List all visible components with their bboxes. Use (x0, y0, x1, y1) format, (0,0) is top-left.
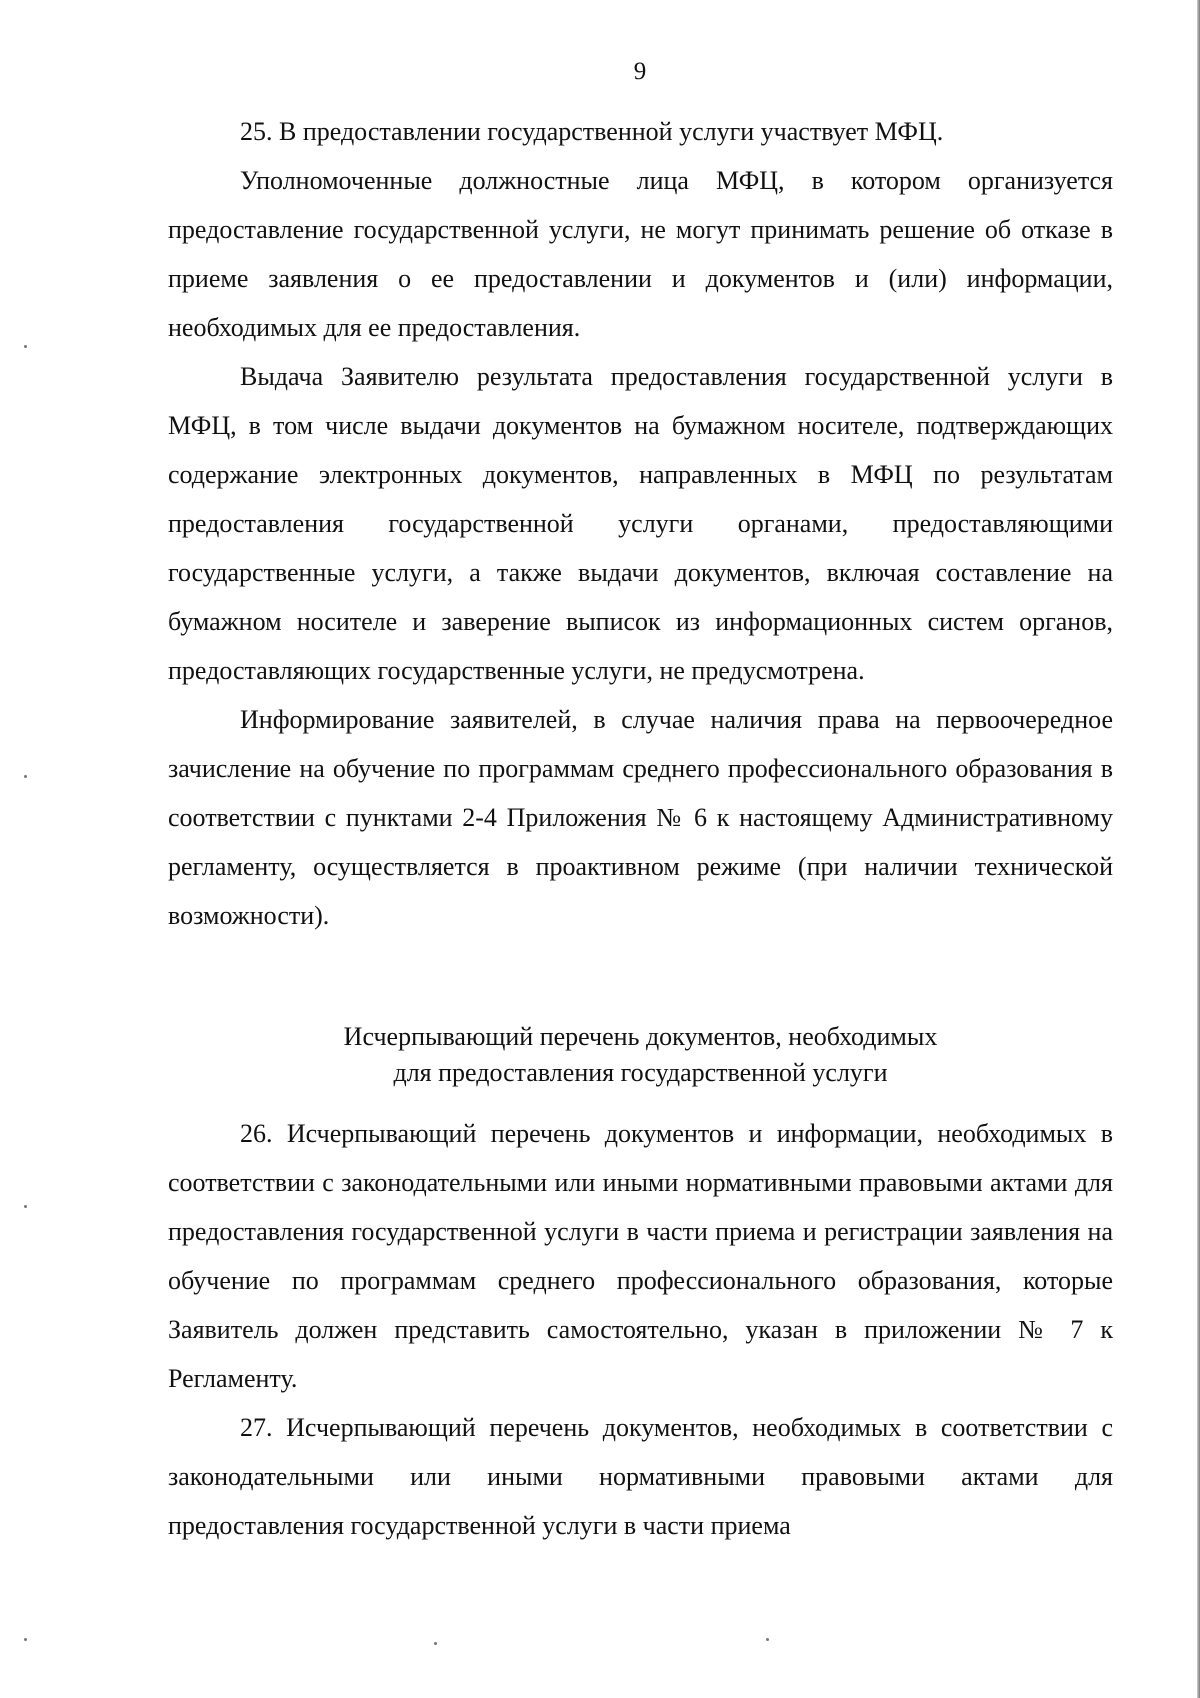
scan-speck (434, 1642, 437, 1645)
paragraph-informing: Информирование заявителей, в случае наличия права на первоочередное зачисление на обучение по программам среднего профессионального образования в соответствии с пунктами 2-4 Приложения № 6 к настоящему Административному регламенту, осуществляется в проактивном режиме (при наличии технической возможности). (168, 705, 1113, 930)
scan-speck (24, 775, 27, 778)
paragraph-25: 25. В предоставлении государственной услуги участвует МФЦ. (240, 117, 944, 146)
scan-speck (24, 1205, 27, 1208)
paragraph-26: 26. Исчерпывающий перечень документов и информации, необходимых в соответствии с законодательными или иными нормативными правовыми актами для предоставления государственной услуги в части приема и регистрации заявления на обучение по программам среднего профессионального образования, которые Заявитель должен представить самостоятельно, указан в приложении № 7 к Регламенту. (168, 1119, 1113, 1393)
section-heading-line-1: Исчерпывающий перечень документов, необходимых (343, 1022, 938, 1051)
scan-speck (766, 1638, 769, 1641)
section-heading (168, 1019, 1113, 1091)
body-text-top (168, 107, 1113, 940)
body-text-bottom (168, 1109, 1113, 1550)
scan-speck (24, 345, 27, 348)
paragraph-result-delivery: Выдача Заявителю результата предоставления государственной услуги в МФЦ, в том числе выдачи документов на бумажном носителе, подтверждающих содержание электронных документов, направленных в МФЦ по результатам предоставления государственной услуги органами, предоставляющими государственные услуги, а также выдачи документов, включая составление на бумажном носителе и заверение выписок из информационных систем органов, предоставляющих государственные услуги, не предусмотрена. (168, 362, 1113, 685)
paragraph-mfc-officials: Уполномоченные должностные лица МФЦ, в котором организуется предоставление государственной услуги, не могут принимать решение об отказе в приеме заявления о ее предоставлении и документов и (или) информации, необходимых для ее предоставления. (168, 166, 1113, 342)
scan-speck (24, 1638, 27, 1641)
page-number: 9 (633, 58, 647, 85)
paragraph-27: 27. Исчерпывающий перечень документов, необходимых в соответствии с законодательными или иными нормативными правовыми актами для предоставления государственной услуги в части приема (168, 1413, 1113, 1540)
section-heading-line-2: для предоставления государственной услуги (393, 1058, 888, 1087)
